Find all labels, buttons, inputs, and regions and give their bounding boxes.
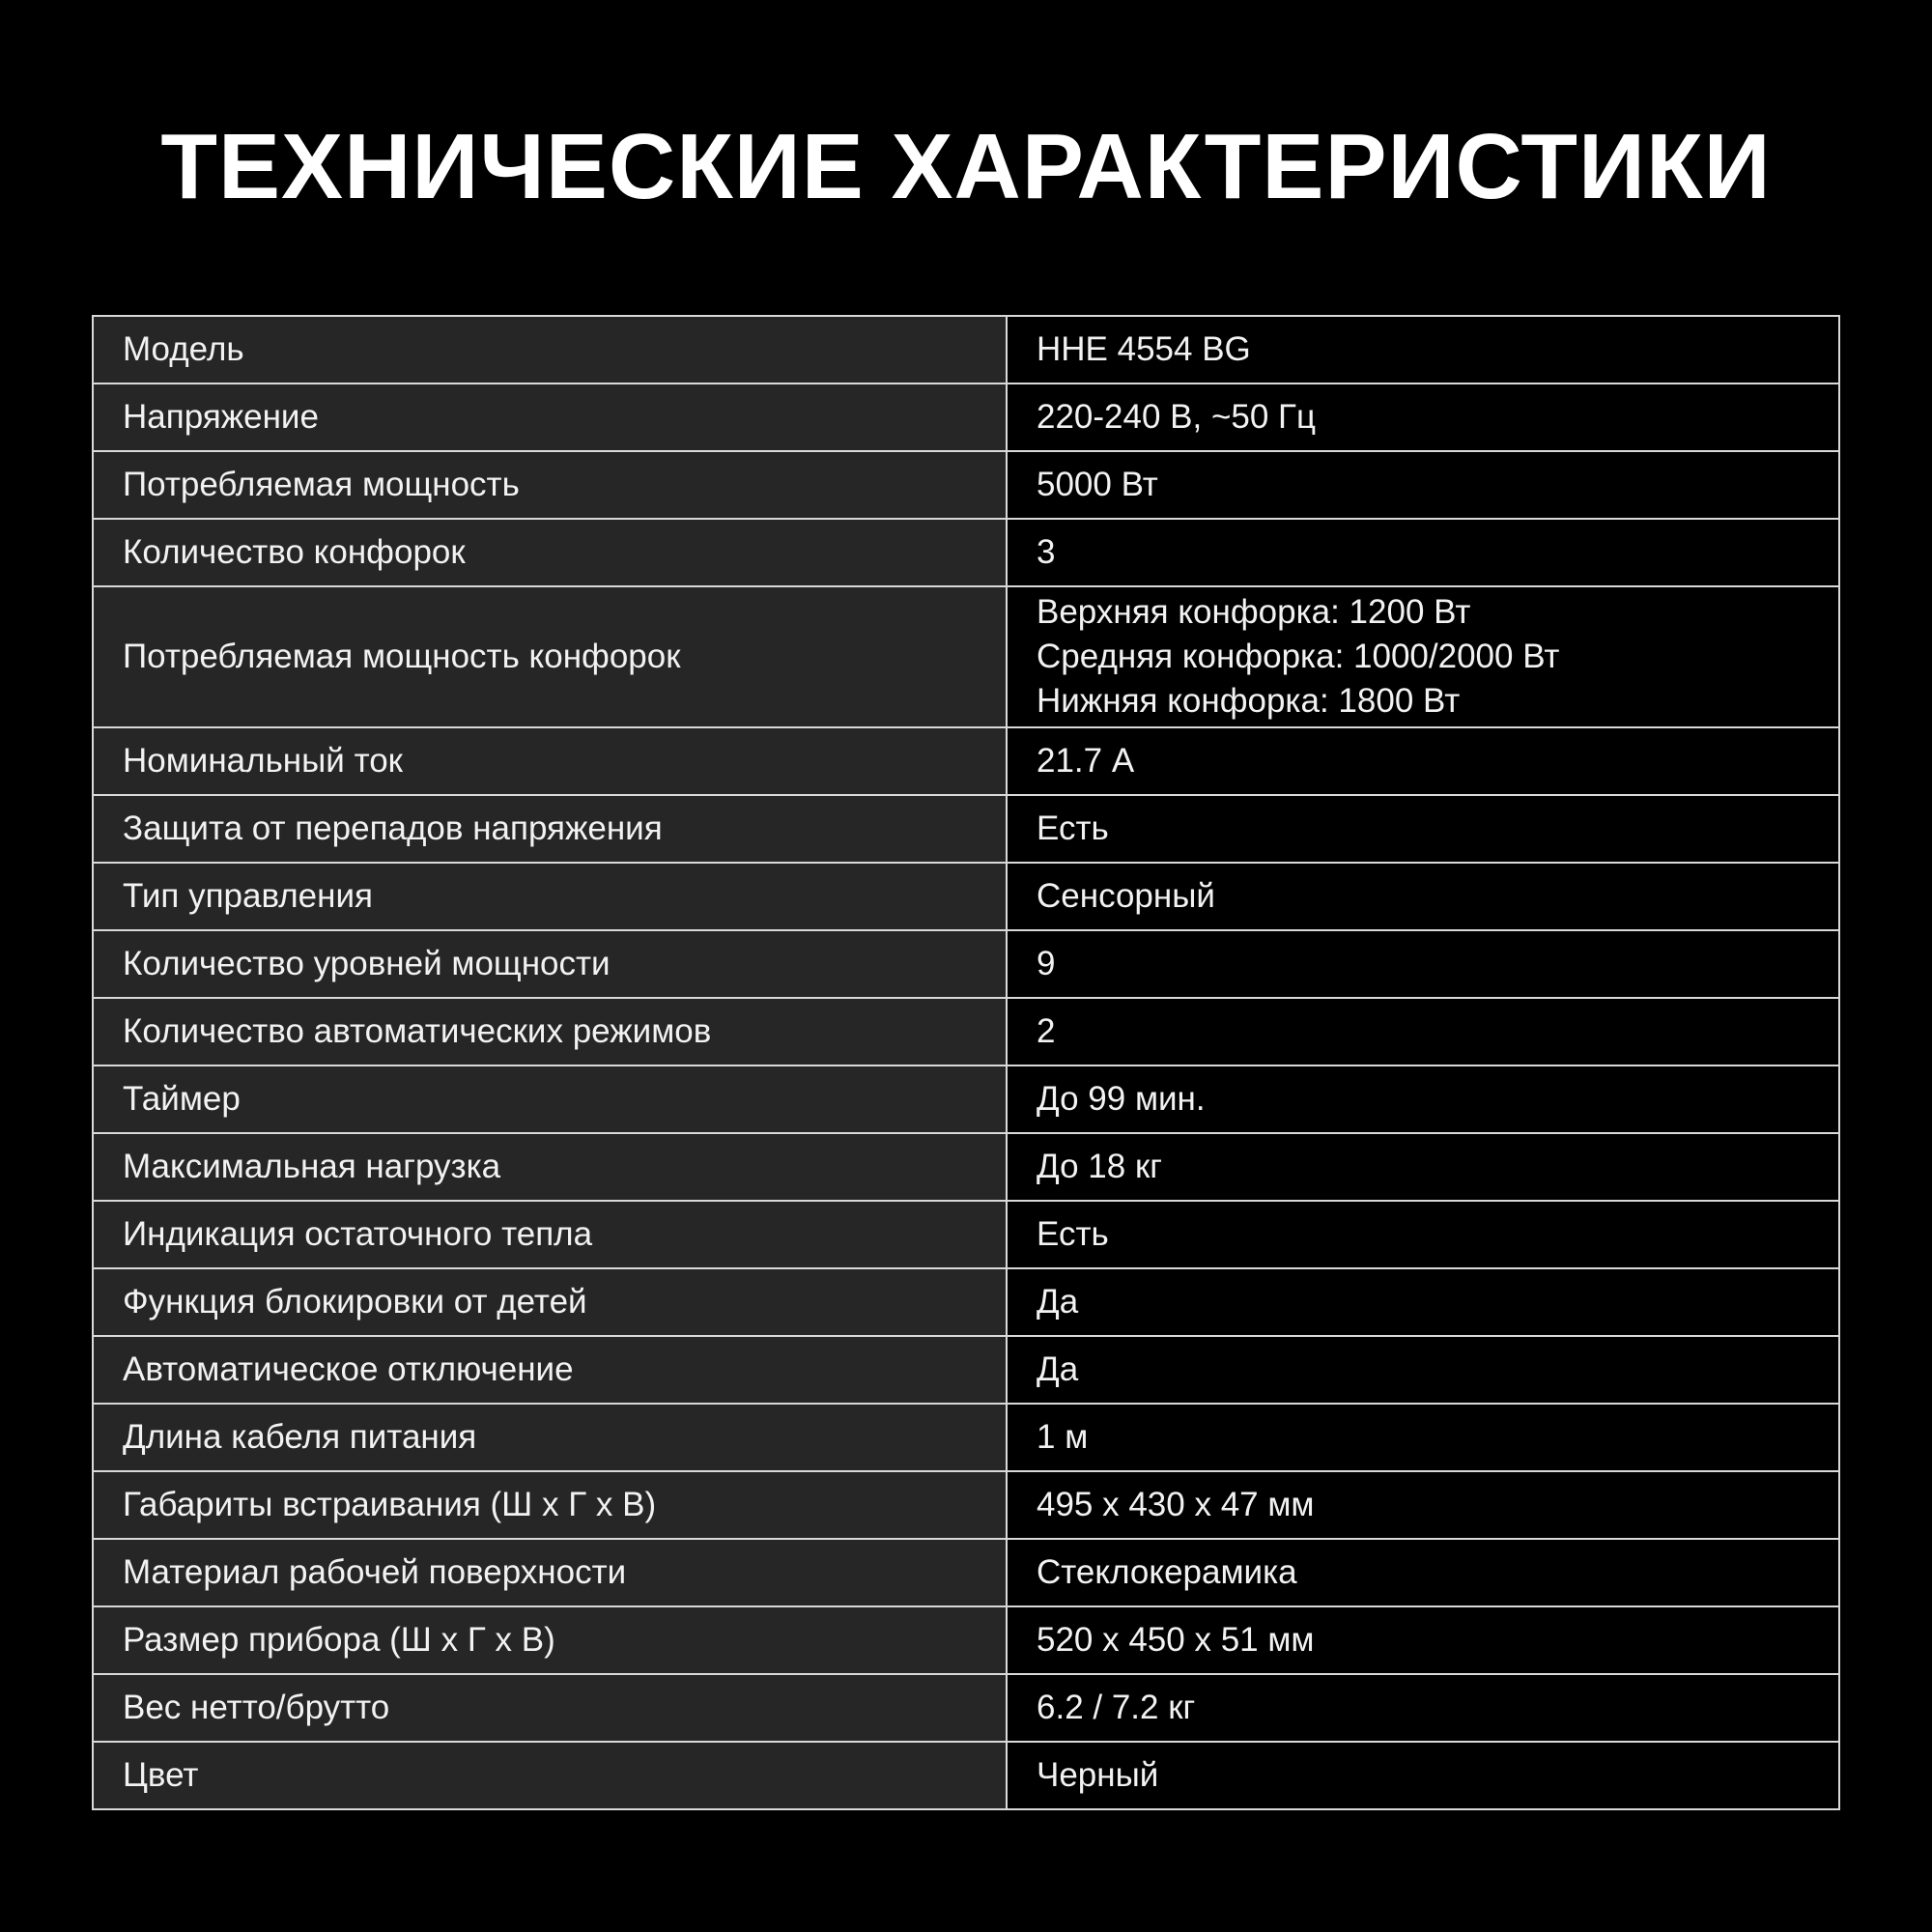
param-cell: Номинальный ток xyxy=(93,727,1007,795)
value-cell: 220-240 В, ~50 Гц xyxy=(1007,384,1839,451)
param-cell: Максимальная нагрузка xyxy=(93,1133,1007,1201)
value-cell: Черный xyxy=(1007,1742,1839,1809)
table-row xyxy=(93,1471,1839,1539)
value-cell: Есть xyxy=(1007,795,1839,863)
param-cell: Количество конфорок xyxy=(93,519,1007,586)
param-cell: Цвет xyxy=(93,1742,1007,1809)
param-cell: Вес нетто/брутто xyxy=(93,1674,1007,1742)
table-row xyxy=(93,1268,1839,1336)
table-row xyxy=(93,727,1839,795)
value-cell: 1 м xyxy=(1007,1404,1839,1471)
param-cell: Автоматическое отключение xyxy=(93,1336,1007,1404)
param-cell: Габариты встраивания (Ш х Г х В) xyxy=(93,1471,1007,1539)
param-cell: Напряжение xyxy=(93,384,1007,451)
value-cell: Есть xyxy=(1007,1201,1839,1268)
param-cell: Защита от перепадов напряжения xyxy=(93,795,1007,863)
value-cell: 21.7 А xyxy=(1007,727,1839,795)
param-cell: Размер прибора (Ш х Г х В) xyxy=(93,1606,1007,1674)
param-cell: Материал рабочей поверхности xyxy=(93,1539,1007,1606)
value-cell: 9 xyxy=(1007,930,1839,998)
param-cell: Потребляемая мощность конфорок xyxy=(93,586,1007,727)
value-cell: 520 х 450 х 51 мм xyxy=(1007,1606,1839,1674)
table-row xyxy=(93,1742,1839,1809)
spec-table-body xyxy=(93,316,1839,1809)
spec-table xyxy=(92,315,1840,1810)
table-row xyxy=(93,1065,1839,1133)
table-row xyxy=(93,930,1839,998)
param-cell: Таймер xyxy=(93,1065,1007,1133)
value-cell: 495 х 430 х 47 мм xyxy=(1007,1471,1839,1539)
table-row xyxy=(93,451,1839,519)
page-title: ТЕХНИЧЕСКИЕ ХАРАКТЕРИСТИКИ xyxy=(160,115,1772,218)
value-cell-multiline xyxy=(1007,586,1839,727)
value-cell: Да xyxy=(1007,1336,1839,1404)
value-cell: Да xyxy=(1007,1268,1839,1336)
table-row xyxy=(93,1606,1839,1674)
param-cell: Потребляемая мощность xyxy=(93,451,1007,519)
table-row xyxy=(93,863,1839,930)
param-cell: Индикация остаточного тепла xyxy=(93,1201,1007,1268)
value-cell: До 99 мин. xyxy=(1007,1065,1839,1133)
param-cell: Тип управления xyxy=(93,863,1007,930)
table-row xyxy=(93,1336,1839,1404)
param-cell: Функция блокировки от детей xyxy=(93,1268,1007,1336)
value-line: Нижняя конфорка: 1800 Вт xyxy=(1037,682,1461,720)
value-cell: До 18 кг xyxy=(1007,1133,1839,1201)
table-row xyxy=(93,1404,1839,1471)
table-row xyxy=(93,519,1839,586)
table-row xyxy=(93,586,1839,727)
param-cell: Модель xyxy=(93,316,1007,384)
table-row xyxy=(93,1539,1839,1606)
param-cell: Количество автоматических режимов xyxy=(93,998,1007,1065)
table-row xyxy=(93,998,1839,1065)
param-cell: Длина кабеля питания xyxy=(93,1404,1007,1471)
value-line: Верхняя конфорка: 1200 Вт xyxy=(1037,593,1471,631)
value-cell: 5000 Вт xyxy=(1007,451,1839,519)
value-cell: Сенсорный xyxy=(1007,863,1839,930)
value-cell: 3 xyxy=(1007,519,1839,586)
table-row xyxy=(93,795,1839,863)
table-row xyxy=(93,384,1839,451)
value-cell: 2 xyxy=(1007,998,1839,1065)
value-cell: Стеклокерамика xyxy=(1007,1539,1839,1606)
param-cell: Количество уровней мощности xyxy=(93,930,1007,998)
table-row xyxy=(93,316,1839,384)
value-cell: HHE 4554 BG xyxy=(1007,316,1839,384)
table-row xyxy=(93,1674,1839,1742)
table-row xyxy=(93,1201,1839,1268)
value-cell: 6.2 / 7.2 кг xyxy=(1007,1674,1839,1742)
table-row xyxy=(93,1133,1839,1201)
value-line: Средняя конфорка: 1000/2000 Вт xyxy=(1037,638,1560,675)
